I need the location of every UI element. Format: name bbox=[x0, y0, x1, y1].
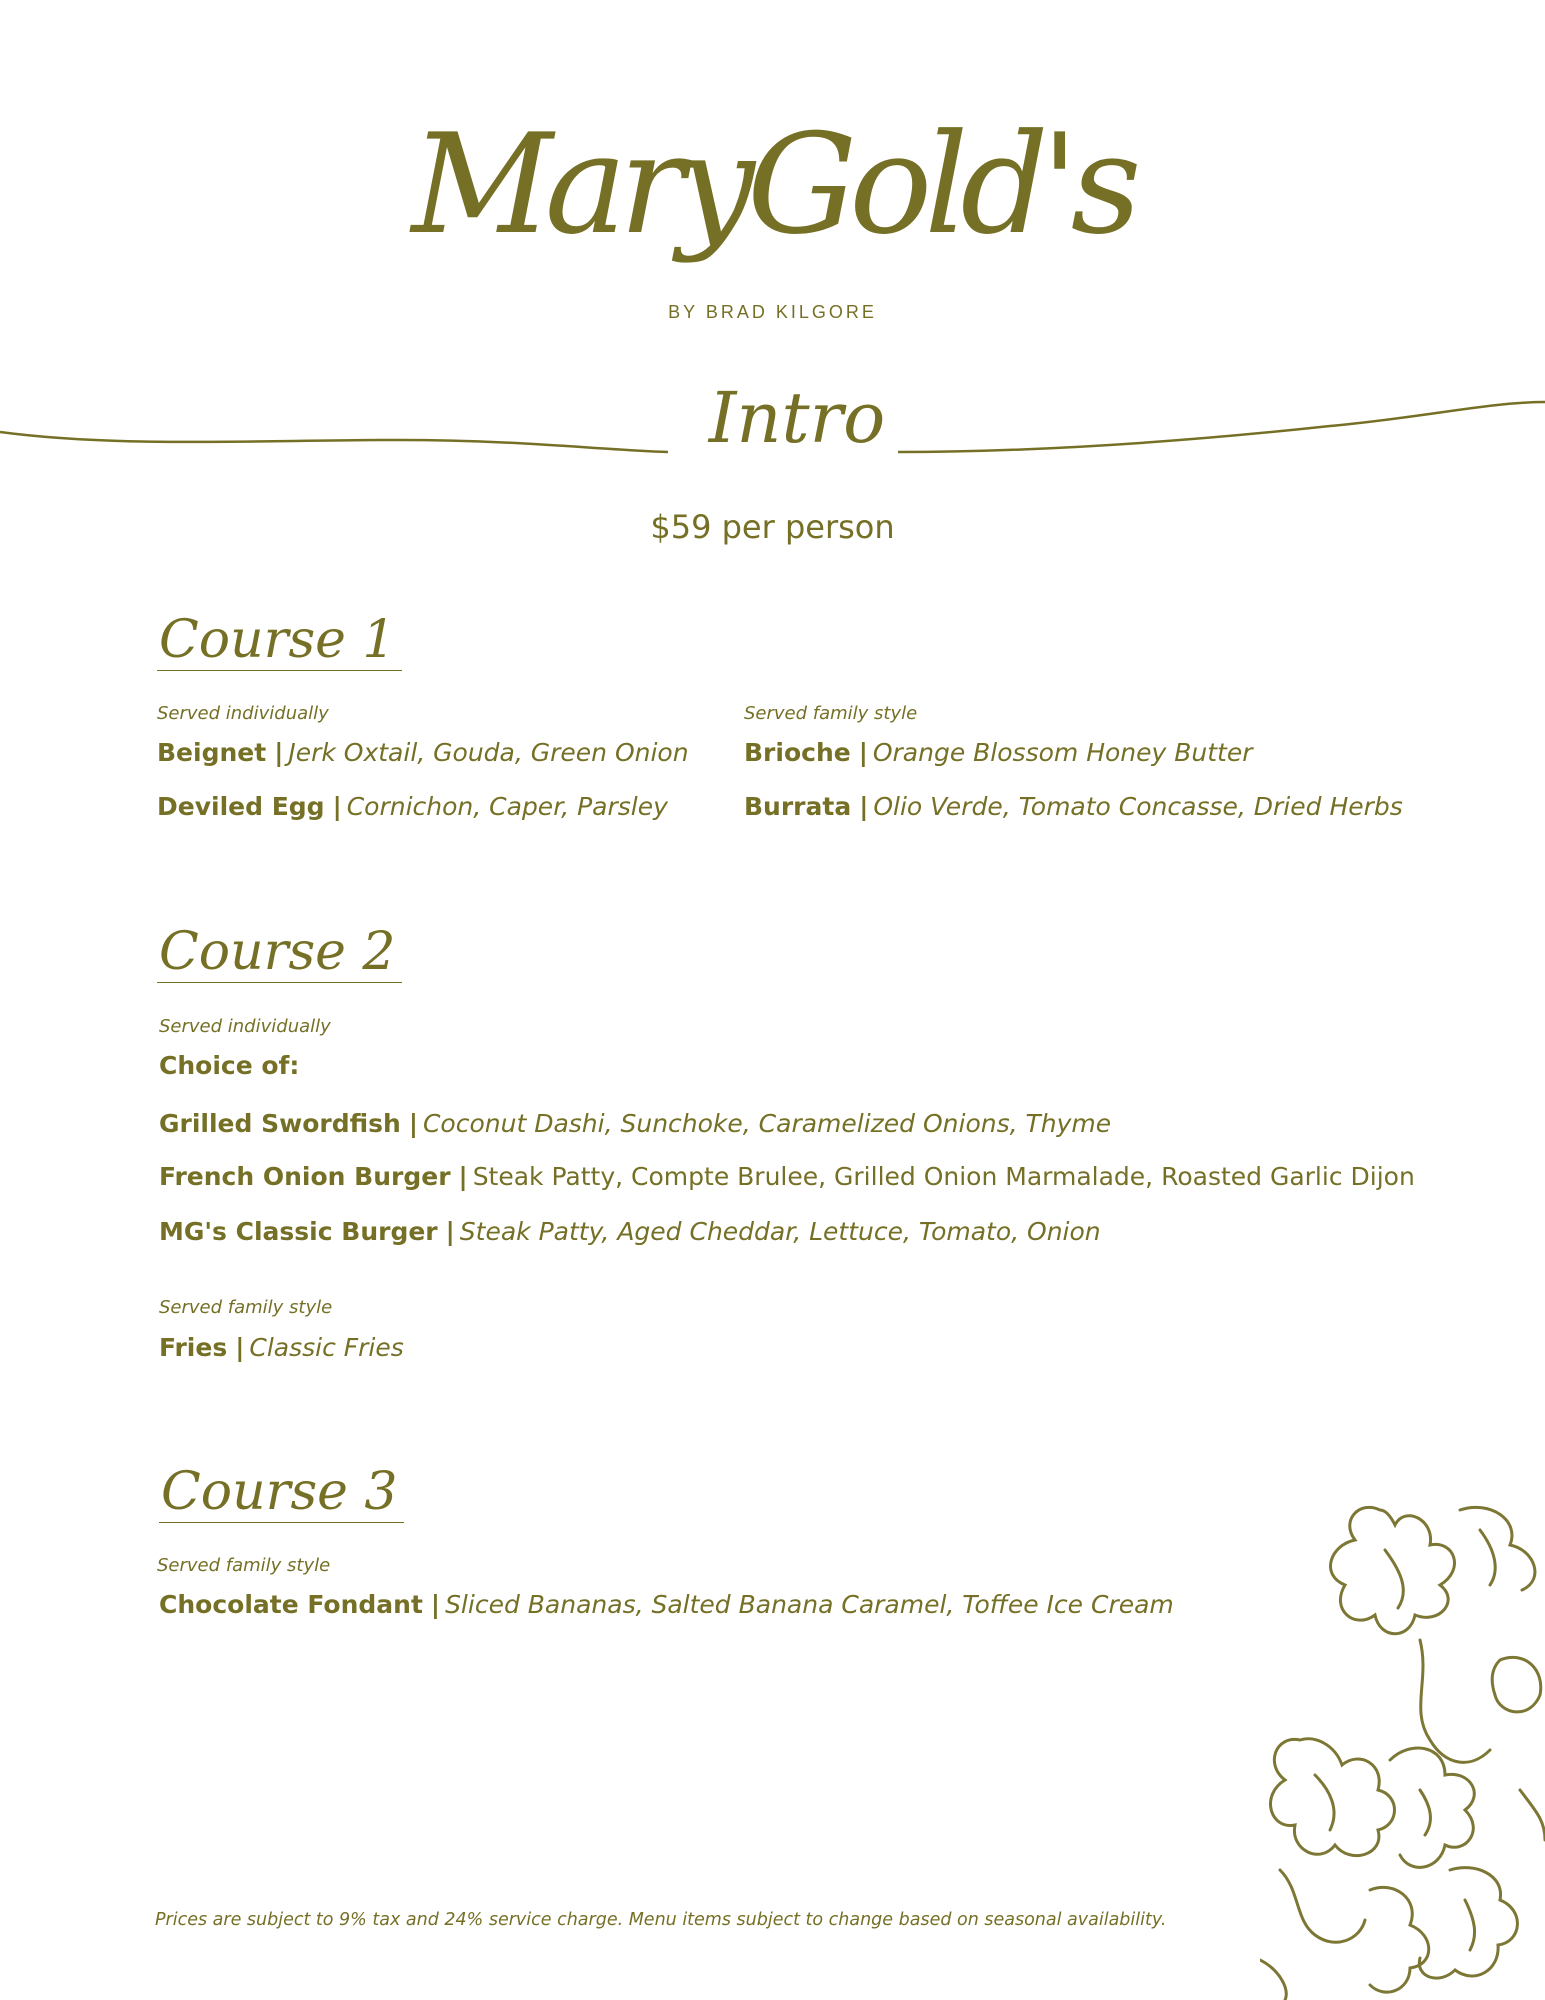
course-2-served-individually: Served individually bbox=[159, 1016, 331, 1037]
item-name: Fries bbox=[159, 1333, 228, 1362]
course-1-heading: Course 1 bbox=[157, 610, 402, 671]
course-3-heading: Course 3 bbox=[159, 1462, 404, 1523]
item-description: Classic Fries bbox=[249, 1333, 404, 1362]
item-separator: | bbox=[235, 1333, 245, 1362]
item-name: Chocolate Fondant bbox=[159, 1590, 423, 1619]
item-separator: | bbox=[458, 1162, 468, 1191]
item-separator: | bbox=[859, 792, 869, 821]
logo-wordmark: MaryGold's bbox=[411, 104, 1134, 265]
item-name: French Onion Burger bbox=[159, 1162, 451, 1191]
course-3-served-family: Served family style bbox=[157, 1555, 331, 1576]
menu-item bbox=[159, 1162, 1415, 1191]
course-1-served-family: Served family style bbox=[744, 703, 918, 724]
menu-item bbox=[159, 1109, 1111, 1138]
course-1-served-individually: Served individually bbox=[157, 703, 329, 724]
item-description: Orange Blossom Honey Butter bbox=[872, 738, 1253, 767]
menu-item bbox=[157, 792, 668, 821]
section-title: Intro bbox=[708, 377, 886, 459]
menu-item bbox=[159, 1590, 1174, 1619]
item-description: Steak Patty, Aged Cheddar, Lettuce, Tomato, Onion bbox=[459, 1217, 1101, 1246]
item-name: MG's Classic Burger bbox=[159, 1217, 438, 1246]
item-separator: | bbox=[274, 738, 284, 767]
menu-item bbox=[157, 738, 689, 767]
item-description: Steak Patty, Compte Brulee, Grilled Onion Marmalade, Roasted Garlic Dijon bbox=[472, 1162, 1415, 1191]
item-separator: | bbox=[445, 1217, 455, 1246]
item-name: Grilled Swordfish bbox=[159, 1109, 401, 1138]
item-separator: | bbox=[408, 1109, 418, 1138]
menu-item bbox=[744, 738, 1253, 767]
menu-item bbox=[159, 1217, 1101, 1246]
item-description: Sliced Bananas, Salted Banana Caramel, Toffee Ice Cream bbox=[445, 1590, 1174, 1619]
price-per-person: $59 per person bbox=[650, 508, 895, 546]
item-description: Cornichon, Caper, Parsley bbox=[346, 792, 668, 821]
item-separator: | bbox=[430, 1590, 441, 1619]
item-description: Jerk Oxtail, Gouda, Green Onion bbox=[288, 738, 689, 767]
choice-label: Choice of: bbox=[159, 1051, 300, 1080]
menu-item bbox=[159, 1333, 404, 1362]
item-separator: | bbox=[332, 792, 342, 821]
item-name: Burrata bbox=[744, 792, 852, 821]
floral-line-art-icon bbox=[1260, 1490, 1545, 2000]
menu-item bbox=[744, 792, 1403, 821]
item-name: Beignet bbox=[157, 738, 267, 767]
footer-disclaimer: Prices are subject to 9% tax and 24% service charge. Menu items subject to change based on seasonal availability. bbox=[155, 1910, 1167, 1930]
course-2-served-family: Served family style bbox=[159, 1297, 333, 1318]
item-name: Brioche bbox=[744, 738, 851, 767]
course-2-heading: Course 2 bbox=[157, 922, 402, 983]
item-name: Deviled Egg bbox=[157, 792, 325, 821]
logo bbox=[0, 80, 1545, 340]
item-description: Coconut Dashi, Sunchoke, Caramelized Onions, Thyme bbox=[422, 1109, 1112, 1138]
item-description: Olio Verde, Tomato Concasse, Dried Herbs bbox=[873, 792, 1403, 821]
item-separator: | bbox=[858, 738, 868, 767]
logo-subtitle: BY BRAD KILGORE bbox=[668, 302, 877, 322]
